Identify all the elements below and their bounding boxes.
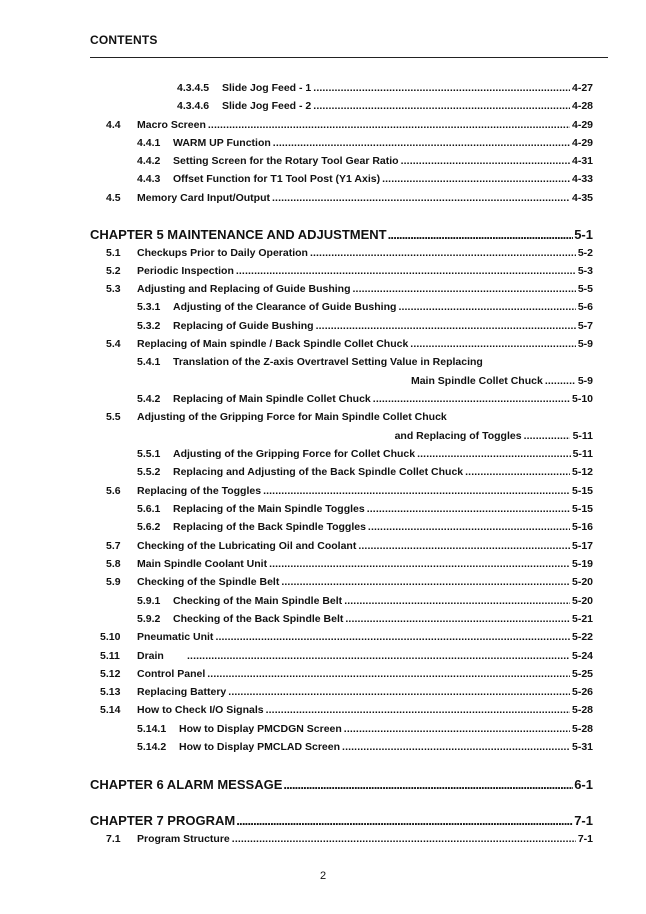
dot-leader <box>342 739 570 755</box>
section-title: Replacing of the Back Spindle Toggles <box>173 521 366 533</box>
page-number: 2 <box>319 870 327 882</box>
dot-leader <box>382 171 570 187</box>
section-title: Adjusting and Replacing of Guide Bushing <box>137 283 351 295</box>
page-ref: 6-1 <box>574 777 593 792</box>
page-ref: 4-35 <box>571 192 593 204</box>
chapter-title: CHAPTER 7 PROGRAM <box>90 813 236 828</box>
page-ref: 4-28 <box>571 100 593 112</box>
toc-entry-5-14-1[interactable] <box>137 721 593 737</box>
section-title: Main Spindle Coolant Unit <box>137 558 268 570</box>
section-title: Checking of the Main Spindle Belt <box>173 595 343 607</box>
page-ref: 5-10 <box>571 393 593 405</box>
section-number: 7.1 <box>106 833 121 845</box>
dot-leader <box>344 593 570 609</box>
dot-leader <box>310 245 576 261</box>
section-number: 4.4.2 <box>137 155 161 167</box>
section-title: Checking of the Back Spindle Belt <box>173 613 344 625</box>
toc-entry-4-4[interactable] <box>106 117 593 133</box>
page-ref: 5-9 <box>577 338 593 350</box>
toc-entry-5-3-1[interactable] <box>137 299 593 315</box>
section-number: 5.12 <box>100 668 121 680</box>
section-number: 5.3 <box>106 283 121 295</box>
toc-entry-5-10[interactable] <box>100 629 593 645</box>
dot-leader <box>236 811 573 831</box>
page-ref: 5-24 <box>571 650 593 662</box>
toc-chapter-5[interactable] <box>90 225 593 245</box>
dot-leader <box>263 483 570 499</box>
dot-leader <box>281 574 570 590</box>
page-ref: 4-33 <box>571 173 593 185</box>
dot-leader <box>283 775 573 795</box>
section-number: 5.11 <box>100 650 120 662</box>
page-ref: 5-12 <box>571 466 593 478</box>
section-title: Slide Jog Feed - 2 <box>222 100 312 112</box>
dot-leader <box>208 117 570 133</box>
section-title: How to Display PMCLAD Screen <box>179 741 341 753</box>
section-number: 5.10 <box>100 631 121 643</box>
section-title: Drain <box>137 650 164 662</box>
section-number: 5.5.1 <box>137 448 161 460</box>
toc-entry-5-9[interactable] <box>106 574 593 590</box>
section-number: 4.3.4.5 <box>177 82 210 94</box>
section-number: 4.4.1 <box>137 137 161 149</box>
page-ref: 4-29 <box>571 119 593 131</box>
section-title: Checking of the Lubricating Oil and Coolant <box>137 540 357 552</box>
section-number: 5.4.1 <box>137 356 161 368</box>
dot-leader <box>344 721 570 737</box>
page-ref: 7-1 <box>577 833 593 845</box>
section-title: Pneumatic Unit <box>137 631 214 643</box>
toc-entry-5-4-2[interactable] <box>137 391 593 407</box>
section-number: 4.4.3 <box>137 173 161 185</box>
page-ref: 5-25 <box>571 668 593 680</box>
section-number: 5.14.1 <box>137 723 167 735</box>
page-ref: 5-20 <box>571 576 593 588</box>
dot-leader <box>545 373 575 389</box>
toc-entry-5-3[interactable] <box>106 281 593 297</box>
toc-entry-4-3-4-6[interactable] <box>177 98 593 114</box>
toc-entry-5-9-1[interactable] <box>137 593 593 609</box>
toc-entry-5-14-2[interactable] <box>137 739 593 755</box>
page-ref: 7-1 <box>574 813 593 828</box>
section-title: Memory Card Input/Output <box>137 192 270 204</box>
dot-leader <box>368 519 570 535</box>
toc-entry-5-4-1[interactable] <box>137 354 593 370</box>
section-number: 4.4 <box>106 119 121 131</box>
section-title: Slide Jog Feed - 1 <box>222 82 312 94</box>
section-title: Checkups Prior to Daily Operation <box>137 247 308 259</box>
page-ref: 5-6 <box>577 301 593 313</box>
page-ref: 5-7 <box>577 320 593 332</box>
page-ref: 5-28 <box>571 723 593 735</box>
toc-entry-7-1[interactable] <box>106 831 593 847</box>
section-number: 5.13 <box>100 686 121 698</box>
dot-leader <box>524 428 570 444</box>
toc-entry-5-8[interactable] <box>106 556 593 572</box>
toc-entry-4-4-3[interactable] <box>137 171 593 187</box>
toc-entry-4-4-1[interactable] <box>137 135 593 151</box>
section-number: 5.4.2 <box>137 393 161 405</box>
dot-leader <box>313 80 570 96</box>
dot-leader <box>410 336 576 352</box>
toc-entry-5-9-2[interactable] <box>137 611 593 627</box>
dot-leader <box>269 556 570 572</box>
page-ref: 5-20 <box>571 595 593 607</box>
dot-leader <box>417 446 570 462</box>
section-title: Translation of the Z-axis Overtravel Setting Value in Replacing <box>173 356 483 368</box>
dot-leader <box>272 190 570 206</box>
dot-leader <box>232 831 576 847</box>
page-ref: 5-1 <box>574 227 593 242</box>
page-ref: 5-16 <box>571 521 593 533</box>
toc-entry-5-6[interactable] <box>106 483 593 499</box>
dot-leader <box>358 538 570 554</box>
toc-entry-5-2[interactable] <box>106 263 593 279</box>
section-title: Adjusting of the Gripping Force for Collet Chuck <box>173 448 416 460</box>
section-number: 5.5.2 <box>137 466 161 478</box>
section-number: 5.9.2 <box>137 613 161 625</box>
toc-entry-5-14[interactable] <box>100 702 593 718</box>
page-ref: 5-31 <box>571 741 593 753</box>
section-title-continued: Main Spindle Collet Chuck <box>410 375 543 387</box>
section-title: Program Structure <box>137 833 230 845</box>
section-number: 5.6.1 <box>137 503 161 515</box>
toc-entry-5-12[interactable] <box>100 666 593 682</box>
toc-entry-5-6-1[interactable] <box>137 501 593 517</box>
section-title: Replacing of Main Spindle Collet Chuck <box>173 393 371 405</box>
toc-entry-5-4[interactable] <box>106 336 593 352</box>
section-number: 5.3.1 <box>137 301 161 313</box>
page-ref: 5-26 <box>571 686 593 698</box>
page-ref: 5-21 <box>571 613 593 625</box>
toc-entry-4-4-2[interactable] <box>137 153 593 169</box>
page-ref: 5-11 <box>572 448 593 460</box>
dot-leader <box>388 225 574 245</box>
page-ref: 5-15 <box>571 503 593 515</box>
section-number: 5.5 <box>106 411 121 423</box>
dot-leader <box>228 684 570 700</box>
section-title: Replacing of Main spindle / Back Spindle Collet Chuck <box>137 338 409 350</box>
section-number: 5.6.2 <box>137 521 161 533</box>
section-number: 4.5 <box>106 192 121 204</box>
section-number: 5.1 <box>106 247 121 259</box>
page-ref: 5-22 <box>571 631 593 643</box>
dot-leader <box>353 281 576 297</box>
page-ref: 4-27 <box>571 82 593 94</box>
page-ref: 4-31 <box>571 155 593 167</box>
toc-entry-5-13[interactable] <box>100 684 593 700</box>
section-number: 4.3.4.6 <box>177 100 210 112</box>
toc-entry-5-5[interactable] <box>106 409 593 425</box>
dot-leader <box>373 391 570 407</box>
section-title: WARM UP Function <box>173 137 271 149</box>
dot-leader <box>236 263 576 279</box>
section-title: How to Check I/O Signals <box>137 704 264 716</box>
section-title: Replacing of the Main Spindle Toggles <box>173 503 365 515</box>
section-number: 5.9 <box>106 576 121 588</box>
page-ref: 5-9 <box>577 375 593 387</box>
page-ref: 5-28 <box>571 704 593 716</box>
dot-leader <box>398 299 575 315</box>
page-ref: 5-11 <box>572 430 593 442</box>
page-ref: 5-15 <box>571 485 593 497</box>
section-number: 5.7 <box>106 540 121 552</box>
section-title: Offset Function for T1 Tool Post (Y1 Axis) <box>173 173 381 185</box>
section-title: Checking of the Spindle Belt <box>137 576 280 588</box>
section-title: Macro Screen <box>137 119 206 131</box>
section-title: Control Panel <box>137 668 206 680</box>
section-number: 5.14 <box>100 704 121 716</box>
section-number: 5.9.1 <box>137 595 161 607</box>
section-title: Adjusting of the Gripping Force for Main Spindle Collet Chuck <box>137 411 447 423</box>
toc-entry-5-11[interactable] <box>100 648 593 664</box>
section-title-continued: and Replacing of Toggles <box>394 430 522 442</box>
chapter-title: CHAPTER 5 MAINTENANCE AND ADJUSTMENT <box>90 227 387 242</box>
section-title: Setting Screen for the Rotary Tool Gear Ratio <box>173 155 399 167</box>
page-ref: 5-2 <box>577 247 593 259</box>
dot-leader <box>187 648 570 664</box>
section-number: 5.2 <box>106 265 121 277</box>
page-ref: 4-29 <box>571 137 593 149</box>
toc-chapter-6[interactable] <box>90 775 593 795</box>
toc-chapter-7[interactable] <box>90 811 593 831</box>
section-number: 5.6 <box>106 485 121 497</box>
section-title: Replacing Battery <box>137 686 227 698</box>
toc-entry-5-7[interactable] <box>106 538 593 554</box>
section-title: Replacing of Guide Bushing <box>173 320 314 332</box>
section-number: 5.8 <box>106 558 121 570</box>
page-ref: 5-17 <box>571 540 593 552</box>
page-ref: 5-3 <box>577 265 593 277</box>
section-number: 5.3.2 <box>137 320 161 332</box>
toc-entry-5-3-2[interactable] <box>137 318 593 334</box>
page-ref: 5-5 <box>577 283 593 295</box>
section-title: Replacing and Adjusting of the Back Spindle Collet Chuck <box>173 466 464 478</box>
toc-entry-5-5-2[interactable] <box>137 464 593 480</box>
contents-heading: CONTENTS <box>90 33 158 47</box>
dot-leader <box>266 702 570 718</box>
dot-leader <box>367 501 570 517</box>
dot-leader <box>465 464 570 480</box>
page-ref: 5-19 <box>571 558 593 570</box>
section-title: Replacing of the Toggles <box>137 485 262 497</box>
section-title: How to Display PMCDGN Screen <box>179 723 342 735</box>
toc-entry-5-6-2[interactable] <box>137 519 593 535</box>
dot-leader <box>345 611 570 627</box>
toc-entry-5-1[interactable] <box>106 245 593 261</box>
toc-entry-5-4-1-continued[interactable] <box>300 373 593 389</box>
section-number: 5.14.2 <box>137 741 167 753</box>
toc-entry-4-3-4-5[interactable] <box>177 80 593 96</box>
toc-entry-4-5[interactable] <box>106 190 593 206</box>
toc-entry-5-5-continued[interactable] <box>300 428 593 444</box>
dot-leader <box>207 666 570 682</box>
dot-leader <box>273 135 570 151</box>
section-number: 5.4 <box>106 338 121 350</box>
dot-leader <box>316 318 576 334</box>
toc-entry-5-5-1[interactable] <box>137 446 593 462</box>
chapter-title: CHAPTER 6 ALARM MESSAGE <box>90 777 283 792</box>
section-title: Adjusting of the Clearance of Guide Bushing <box>173 301 397 313</box>
dot-leader <box>215 629 570 645</box>
section-title: Periodic Inspection <box>137 265 234 277</box>
dot-leader <box>401 153 570 169</box>
dot-leader <box>313 98 570 114</box>
